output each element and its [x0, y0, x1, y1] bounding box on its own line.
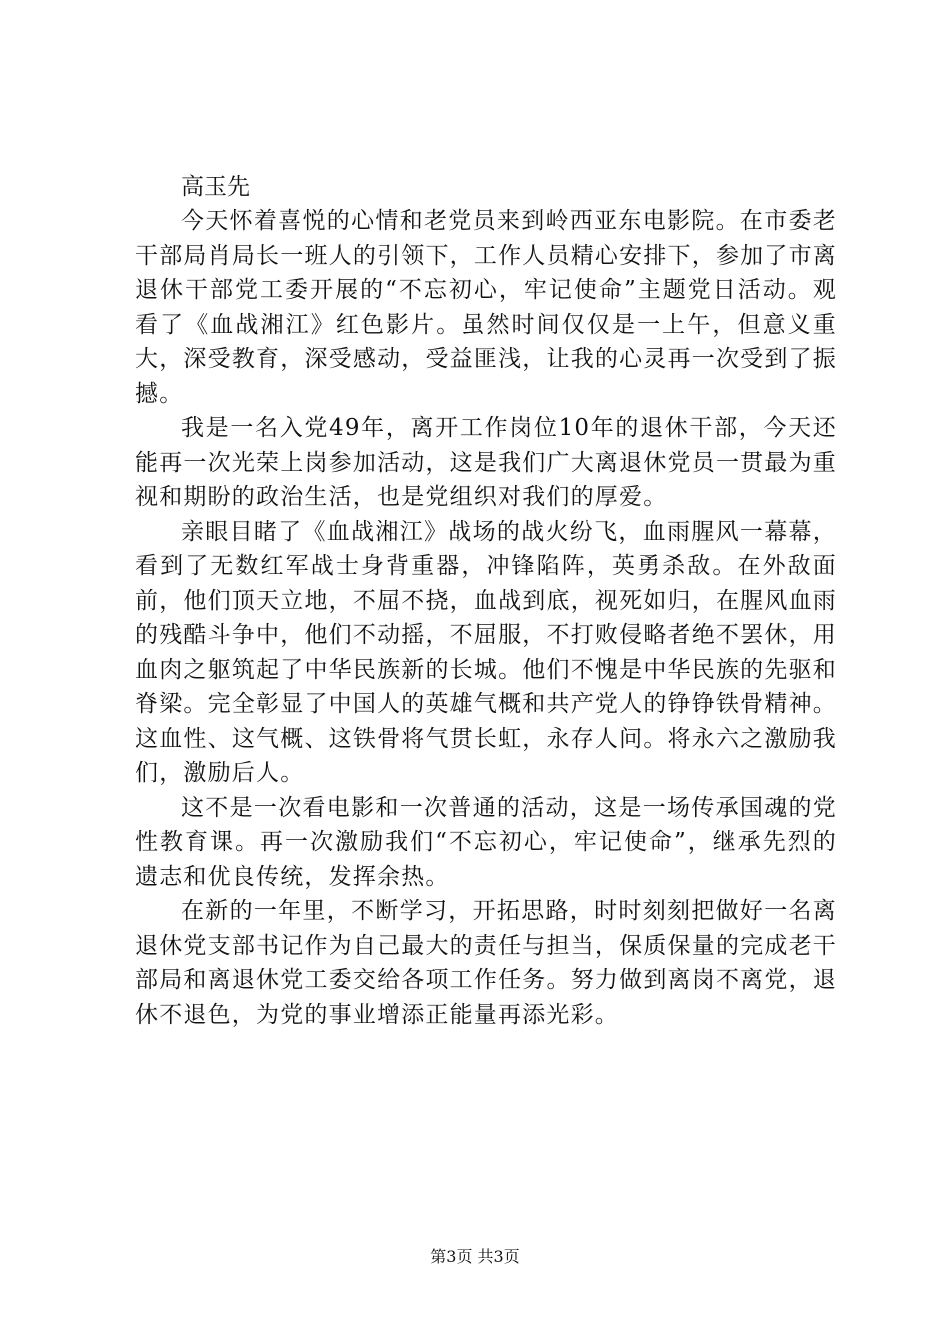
paragraph-1: 今天怀着喜悦的心情和老党员来到岭西亚东电影院。在市委老干部局肖局长一班人的引领下，工作人员精心安排下，参加了市离退休干部党工委开展的“不忘初心，牢记使命”主题党日活动。观看了《血战湘江》红色影片。虽然时间仅仅是一上午，但意义重大，深受教育，深受感动，受益匪浅，让我的心灵再一次受到了振撼。 — [135, 208, 837, 407]
paragraph-5: 在新的一年里，不断学习，开拓思路，时时刻刻把做好一名离退休党支部书记作为自己最大的责任与担当，保质保量的完成老干部局和离退休党工委交给各项工作任务。努力做到离岗不离党，退休不退色，为党的事业增添正能量再添光彩。 — [135, 898, 837, 1028]
paragraph-4: 这不是一次看电影和一次普通的活动，这是一场传承国魂的党性教育课。再一次激励我们“不忘初心，牢记使命”，继承先烈的遗志和优良传统，发挥余热。 — [135, 794, 837, 890]
author-name: 高玉先 — [181, 174, 250, 200]
page-number-footer: 第3页 共3页 — [430, 1247, 520, 1266]
paragraph-2: 我是一名入党49年，离开工作岗位10年的退休干部，今天还能再一次光荣上岗参加活动，这是我们广大离退休党员一贯最为重视和期盼的政治生活，也是党组织对我们的厚爱。 — [135, 415, 837, 510]
document-body — [135, 170, 837, 1032]
paragraph-3: 亲眼目睹了《血战湘江》战场的战火纷飞，血雨腥风一幕幕，看到了无数红军战士身背重器，冲锋陷阵，英勇杀敌。在外敌面前，他们顶天立地，不屈不挠，血战到底，视死如归，在腥风血雨的残酷斗争中，他们不动摇，不屈服，不打败侵略者绝不罢休，用血肉之躯筑起了中华民族新的长城。他们不愧是中华民族的先驱和脊梁。完全彰显了中国人的英雄气概和共产党人的铮铮铁骨精神。这血性、这气概、这铁骨将气贯长虹，永存人问。将永六之激励我们，激励后人。 — [135, 518, 837, 786]
